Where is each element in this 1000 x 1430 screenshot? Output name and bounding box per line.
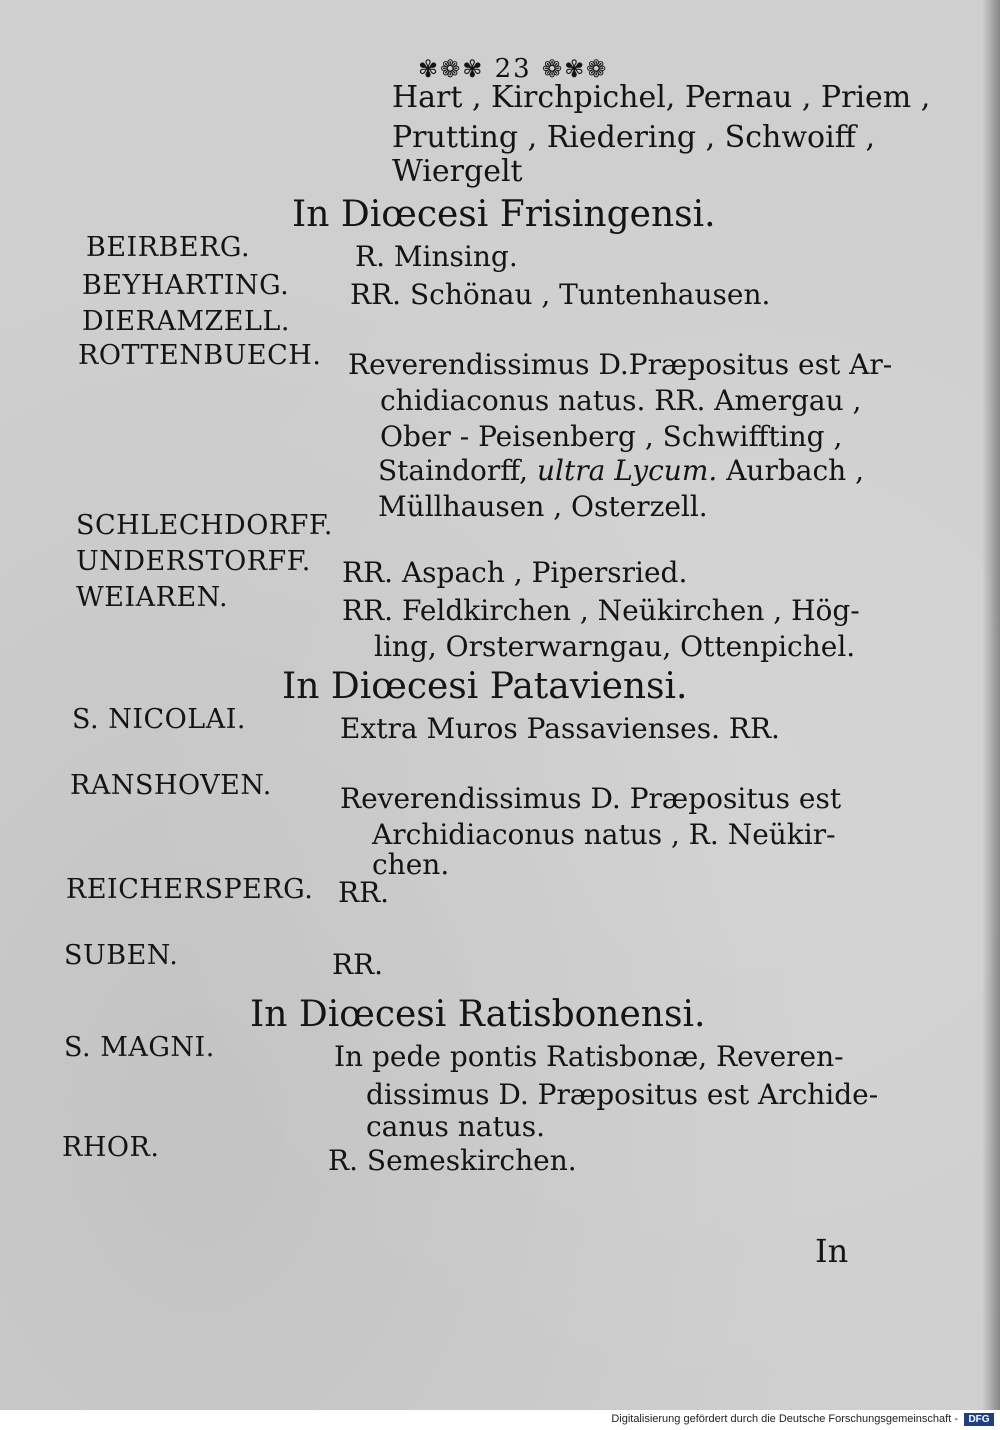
monastery-name: RHOR. <box>62 1132 160 1163</box>
entry-text: dissimus D. Præpositus est Archide- <box>366 1078 879 1111</box>
monastery-name: ROTTENBUECH. <box>78 340 322 371</box>
diocese-heading: In Diœcesi Ratisbonensi. <box>250 994 706 1035</box>
italic-phrase: ultra Lycum. <box>536 454 718 487</box>
entry-text: Reverendissimus D. Præpositus est <box>340 782 842 815</box>
monastery-name: S. NICOLAI. <box>72 704 246 735</box>
ornament-right-icon: ❁✾❁ <box>541 55 609 83</box>
continuation-line: Prutting , Riedering , Schwoiff , <box>392 120 876 155</box>
entry-text: ling, Orsterwarngau, Ottenpichel. <box>374 630 856 663</box>
entry-text: Archidiaconus natus , R. Neükir- <box>372 818 836 851</box>
entry-text: chen. <box>372 848 450 881</box>
diocese-heading: In Diœcesi Frisingensi. <box>292 194 716 235</box>
monastery-name: BEYHARTING. <box>82 270 290 301</box>
entry-text: canus natus. <box>366 1110 545 1143</box>
monastery-name: REICHERSPERG. <box>66 874 314 905</box>
entry-text: Ober - Peisenberg , Schwiffting , <box>380 420 843 453</box>
entry-text: Extra Muros Passavienses. RR. <box>340 712 780 745</box>
monastery-name: S. MAGNI. <box>64 1032 215 1063</box>
entry-text: RR. Feldkirchen , Neükirchen , Hög- <box>342 594 860 627</box>
entry-text: Aurbach , <box>717 454 864 487</box>
entry-text: Staindorff, <box>378 454 537 487</box>
monastery-name: SUBEN. <box>64 940 179 971</box>
entry-text: RR. Aspach , Pipersried. <box>342 556 688 589</box>
entry-text: R. Minsing. <box>355 240 518 273</box>
entry-text: In pede pontis Ratisbonæ, Reveren- <box>334 1040 844 1073</box>
entry-text-italic-line <box>378 454 864 487</box>
monastery-name: UNDERSTORFF. <box>76 546 311 577</box>
monastery-name: RANSHOVEN. <box>70 770 272 801</box>
entry-text: chidiaconus natus. RR. Amergau , <box>380 384 862 417</box>
entry-text: Reverendissimus D.Præpositus est Ar- <box>348 348 893 381</box>
monastery-name: BEIRBERG. <box>86 232 251 263</box>
entry-text: RR. <box>338 876 390 909</box>
monastery-name: DIERAMZELL. <box>82 306 290 337</box>
continuation-line: Wiergelt <box>392 154 523 189</box>
monastery-name: WEIAREN. <box>76 582 229 613</box>
footer-bar <box>0 1410 1000 1430</box>
page-edge-shadow <box>982 0 1000 1410</box>
diocese-heading: In Diœcesi Pataviensi. <box>282 666 688 707</box>
continuation-line: Hart , Kirchpichel, Pernau , Priem , <box>392 80 931 115</box>
entry-text: RR. Schönau , Tuntenhausen. <box>350 278 771 311</box>
catchword: In <box>815 1232 849 1270</box>
page-number: 23 <box>494 54 532 84</box>
entry-text: Müllhausen , Osterzell. <box>378 490 708 523</box>
footer-credit-text: Digitalisierung gefördert durch die Deutsche Forschungsgemeinschaft - <box>611 1413 958 1425</box>
entry-text: RR. <box>332 948 384 981</box>
entry-text: R. Semeskirchen. <box>328 1144 577 1177</box>
dfg-logo: DFG <box>964 1413 994 1426</box>
ornament-left-icon: ✾❁✾ <box>418 55 485 83</box>
monastery-name: SCHLECHDORFF. <box>76 510 334 541</box>
